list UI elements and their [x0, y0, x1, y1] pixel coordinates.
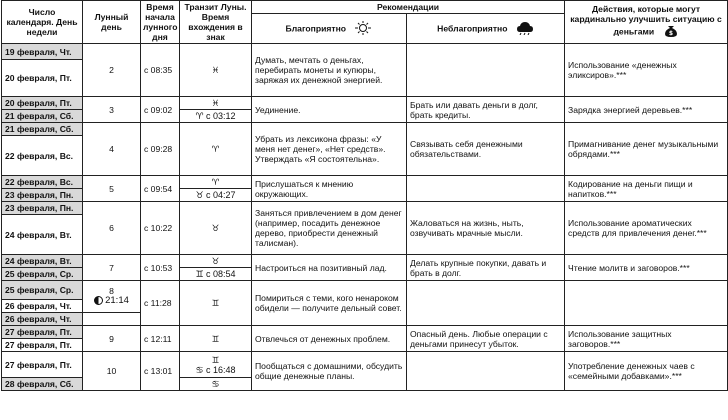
rec-favorable: Отвлечься от денежных проблем.: [252, 326, 407, 352]
transit-sign: ♊: [180, 326, 252, 352]
lunar-day-number: 10: [83, 352, 141, 391]
row-date: 25 февраля, Ср.: [2, 281, 83, 300]
header-date: Число календаря. День недели: [2, 1, 83, 44]
transit-sign: ♓: [180, 44, 252, 97]
header-unfavorable-label: Неблагоприятно: [437, 22, 508, 33]
money-action: Использование «денежных эликсиров».***: [565, 44, 728, 97]
lunar-day-start: с 08:35: [141, 44, 180, 97]
row-date: 19 февраля, Чт.: [2, 44, 83, 60]
rec-unfavorable: [407, 281, 565, 326]
transit-sign-next: ♋: [180, 378, 252, 391]
rec-unfavorable: Жаловаться на жизнь, ныть, озвучивать мрачные мысли.: [407, 202, 565, 255]
money-action: Использование ароматических средств для привлечения денег.***: [565, 202, 728, 255]
lunar-day-empty: [83, 313, 141, 326]
transit-sign: ♈: [180, 123, 252, 176]
lunar-day-value: 8: [109, 286, 114, 297]
row-date: 27 февраля, Пт.: [2, 339, 83, 352]
rec-unfavorable: Брать или давать деньги в долг, брать кредиты.: [407, 97, 565, 123]
moon-phase-time: [86, 296, 137, 306]
header-favorable: [252, 14, 407, 44]
transit-sign: [180, 352, 252, 378]
transit-sign: ♈: [180, 176, 252, 189]
lunar-day-number: 4: [83, 123, 141, 176]
money-bag-icon: [663, 24, 679, 40]
lunar-day-start: с 10:53: [141, 255, 180, 281]
row-date: 21 февраля, Сб.: [2, 110, 83, 123]
row-date: 22 февраля, Вс.: [2, 136, 83, 176]
row-date: 26 февраля, Чт.: [2, 313, 83, 326]
moon-phase-time-value: 21:14: [105, 295, 129, 307]
transit-sign-change: ♋ с 16:48: [195, 364, 236, 375]
rec-favorable: Убрать из лексикона фразы: «У меня нет денег», «Нет средств». Утверждать «Я состоятельна».: [252, 123, 407, 176]
half-moon-icon: [94, 296, 103, 305]
row-date: 24 февраля, Вт.: [2, 215, 83, 255]
lunar-day-start: с 13:01: [141, 352, 180, 391]
row-date: 25 февраля, Ср.: [2, 268, 83, 281]
cloud-icon: [516, 21, 534, 37]
money-action: Кодирование на деньги пищи и напитков.***: [565, 176, 728, 202]
lunar-day-number: 9: [83, 326, 141, 352]
header-favorable-label: Благоприятно: [285, 22, 347, 33]
lunar-day-number: 5: [83, 176, 141, 202]
lunar-day-number: 6: [83, 202, 141, 255]
header-recommendations: Рекомендации: [252, 1, 565, 14]
lunar-day-number: [83, 281, 141, 313]
row-date: 23 февраля, Пн.: [2, 202, 83, 215]
transit-sign-change: ♊ с 08:54: [180, 268, 252, 281]
header-unfavorable: [407, 14, 565, 44]
transit-sign-a: ♊: [211, 354, 220, 365]
lunar-day-start: с 09:02: [141, 97, 180, 123]
lunar-day-number: 2: [83, 44, 141, 97]
rec-unfavorable: [407, 44, 565, 97]
rec-unfavorable: [407, 352, 565, 391]
row-date: 21 февраля, Сб.: [2, 123, 83, 136]
lunar-day-number: 3: [83, 97, 141, 123]
transit-sign-change: ♉ с 04:27: [180, 189, 252, 202]
money-action: Чтение молитв и заговоров.***: [565, 255, 728, 281]
lunar-day-start: с 09:54: [141, 176, 180, 202]
row-date: 22 февраля, Вс.: [2, 176, 83, 189]
row-date: 20 февраля, Пт.: [2, 60, 83, 97]
money-action: Использование защитных заговоров.***: [565, 326, 728, 352]
rec-favorable: Помириться с теми, кого ненароком обидели — получите дельный совет.: [252, 281, 407, 326]
rec-unfavorable: Связывать себя денежными обязательствами.: [407, 123, 565, 176]
transit-sign: ♊: [180, 281, 252, 326]
transit-sign: ♉: [180, 202, 252, 255]
money-action: Употребление денежных чаев с «семейными добавками».***: [565, 352, 728, 391]
rec-favorable: Заняться привлечением в дом денег (например, посадить денежное дерево, приобрести денежный талисман).: [252, 202, 407, 255]
lunar-calendar-table: [1, 0, 728, 391]
lunar-day-start: с 12:11: [141, 326, 180, 352]
header-start-time: Время начала лунного дня: [141, 1, 180, 44]
lunar-day-start: с 09:28: [141, 123, 180, 176]
row-date: 23 февраля, Пн.: [2, 189, 83, 202]
header-transit: Транзит Луны. Время вхождения в знак: [180, 1, 252, 44]
rec-favorable: Настроиться на позитивный лад.: [252, 255, 407, 281]
header-lunar-day: Лунный день: [83, 1, 141, 44]
rec-unfavorable: Опасный день. Любые операции с деньгами принесут убыток.: [407, 326, 565, 352]
transit-sign: ♉: [180, 255, 252, 268]
row-date: 28 февраля, Сб.: [2, 378, 83, 391]
lunar-day-start: с 10:22: [141, 202, 180, 255]
lunar-day-start: с 11:28: [141, 281, 180, 326]
rec-favorable: Уединение.: [252, 97, 407, 123]
lunar-day-number: 7: [83, 255, 141, 281]
rec-favorable: Прислушаться к мнению окружающих.: [252, 176, 407, 202]
row-date: 20 февраля, Пт.: [2, 97, 83, 110]
sun-icon: [354, 21, 372, 37]
money-action: Зарядка энергией деревьев.***: [565, 97, 728, 123]
rec-favorable: Думать, мечтать о деньгах, перебирать монеты и купюры, заряжая их денежной энергией.: [252, 44, 407, 97]
rec-favorable: Пообщаться с домашними, обсудить общие денежные планы.: [252, 352, 407, 391]
transit-sign-change: ♈ с 03:12: [180, 110, 252, 123]
money-action: [565, 281, 728, 326]
header-actions: [565, 1, 728, 44]
transit-sign: ♓: [180, 97, 252, 110]
rec-unfavorable: [407, 176, 565, 202]
row-date: 27 февраля, Пт.: [2, 352, 83, 378]
svg-text:$: $: [668, 30, 673, 37]
row-date: 27 февраля, Пт.: [2, 326, 83, 339]
header-actions-label: Действия, которые могут кардинально улучшить ситуацию с деньгами: [570, 4, 722, 37]
row-date: 26 февраля, Чт.: [2, 300, 83, 313]
money-action: Примагнивание денег музыкальными обрядами.***: [565, 123, 728, 176]
rec-unfavorable: Делать крупные покупки, давать и брать в долг.: [407, 255, 565, 281]
row-date: 24 февраля, Вт.: [2, 255, 83, 268]
